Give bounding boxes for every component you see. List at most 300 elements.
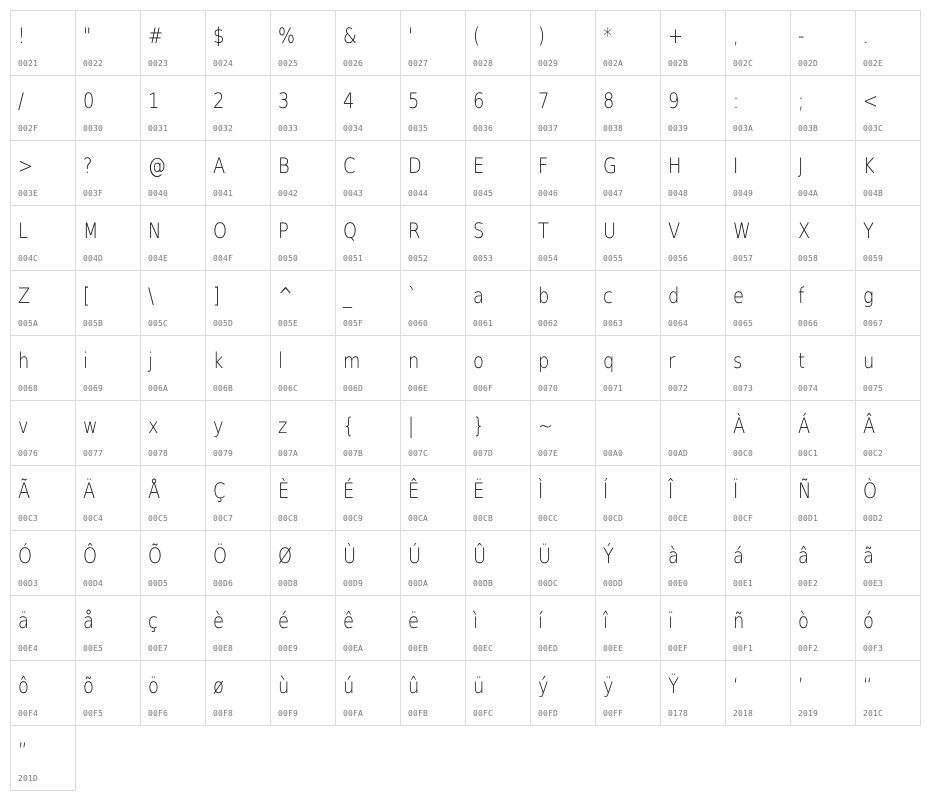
glyph-cell xyxy=(400,140,466,206)
glyph-codepoint: 00C3 xyxy=(18,514,39,523)
glyph-character: å xyxy=(83,609,94,633)
glyph-cell xyxy=(75,465,141,531)
glyph-codepoint: 0035 xyxy=(408,124,429,133)
glyph-cell xyxy=(660,530,726,596)
glyph-cell xyxy=(660,270,726,336)
glyph-codepoint: 0023 xyxy=(148,59,169,68)
glyph-cell xyxy=(400,465,466,531)
glyph-character: À xyxy=(733,414,746,438)
glyph-codepoint: 007A xyxy=(278,449,299,458)
glyph-character: . xyxy=(863,24,869,48)
glyph-character: É xyxy=(343,479,355,503)
glyph-character: Ù xyxy=(343,544,357,568)
glyph-cell xyxy=(140,595,206,661)
glyph-codepoint: 0043 xyxy=(343,189,364,198)
glyph-codepoint: 0077 xyxy=(83,449,104,458)
glyph-cell xyxy=(75,335,141,401)
glyph-character: ö xyxy=(148,674,159,698)
glyph-codepoint: 0066 xyxy=(798,319,819,328)
glyph-character: e xyxy=(733,284,744,308)
glyph-character: / xyxy=(18,89,25,113)
glyph-character: Á xyxy=(798,414,811,438)
glyph-codepoint: 0054 xyxy=(538,254,559,263)
glyph-character: ) xyxy=(538,24,545,48)
glyph-cell xyxy=(725,595,791,661)
glyph-codepoint: 0037 xyxy=(538,124,559,133)
glyph-character: Ä xyxy=(83,479,96,503)
glyph-cell xyxy=(790,465,856,531)
glyph-cell xyxy=(595,75,661,141)
glyph-codepoint: 00E1 xyxy=(733,579,754,588)
glyph-character: ' xyxy=(408,24,413,48)
glyph-character: T xyxy=(538,219,549,243)
glyph-cell xyxy=(10,270,76,336)
glyph-codepoint: 006E xyxy=(408,384,429,393)
glyph-codepoint: 00FB xyxy=(408,709,429,718)
glyph-codepoint: 00FC xyxy=(473,709,494,718)
glyph-codepoint: 0029 xyxy=(538,59,559,68)
glyph-cell xyxy=(205,75,271,141)
glyph-cell xyxy=(140,335,206,401)
glyph-character: ` xyxy=(408,284,417,308)
glyph-cell xyxy=(400,205,466,271)
glyph-character: ç xyxy=(148,609,158,633)
glyph-character: f xyxy=(798,284,805,308)
glyph-codepoint: 00F5 xyxy=(83,709,104,718)
glyph-cell xyxy=(140,75,206,141)
glyph-codepoint: 00F1 xyxy=(733,644,754,653)
glyph-cell xyxy=(270,465,336,531)
glyph-character: û xyxy=(408,674,420,698)
glyph-character: â xyxy=(798,544,809,568)
glyph-codepoint: 00C4 xyxy=(83,514,104,523)
glyph-cell xyxy=(595,205,661,271)
glyph-character: ï xyxy=(668,609,673,633)
glyph-codepoint: 006B xyxy=(213,384,234,393)
glyph-codepoint: 00FA xyxy=(343,709,364,718)
glyph-character: “ xyxy=(863,674,873,698)
glyph-cell xyxy=(270,400,336,466)
glyph-codepoint: 00D9 xyxy=(343,579,364,588)
glyph-cell xyxy=(790,400,856,466)
glyph-codepoint: 00C8 xyxy=(278,514,299,523)
glyph-codepoint: 00CB xyxy=(473,514,494,523)
glyph-codepoint: 0062 xyxy=(538,319,559,328)
glyph-cell xyxy=(790,10,856,76)
glyph-character: : xyxy=(733,89,740,113)
glyph-character: w xyxy=(83,414,98,438)
glyph-character: @ xyxy=(148,154,166,178)
glyph-codepoint: 0033 xyxy=(278,124,299,133)
glyph-character: ú xyxy=(343,674,355,698)
glyph-codepoint: 00DB xyxy=(473,579,494,588)
glyph-codepoint: 0072 xyxy=(668,384,689,393)
glyph-codepoint: 003A xyxy=(733,124,754,133)
glyph-codepoint: 00C5 xyxy=(148,514,169,523)
glyph-cell xyxy=(140,10,206,76)
glyph-codepoint: 00EF xyxy=(668,644,689,653)
glyph-codepoint: 0052 xyxy=(408,254,429,263)
glyph-cell xyxy=(465,75,531,141)
glyph-cell xyxy=(400,270,466,336)
glyph-cell xyxy=(530,75,596,141)
glyph-codepoint: 00C2 xyxy=(863,449,884,458)
glyph-character: Q xyxy=(343,219,358,243)
glyph-cell xyxy=(10,595,76,661)
glyph-character: } xyxy=(473,414,485,438)
glyph-codepoint: 0059 xyxy=(863,254,884,263)
glyph-cell xyxy=(465,205,531,271)
glyph-character: c xyxy=(603,284,613,308)
glyph-character: F xyxy=(538,154,549,178)
glyph-cell xyxy=(725,140,791,206)
glyph-codepoint: 0048 xyxy=(668,189,689,198)
glyph-character: R xyxy=(408,219,421,243)
glyph-codepoint: 0073 xyxy=(733,384,754,393)
glyph-character: & xyxy=(343,24,357,48)
glyph-codepoint: 00AD xyxy=(668,449,689,458)
glyph-codepoint: 005C xyxy=(148,319,169,328)
glyph-cell xyxy=(790,335,856,401)
glyph-codepoint: 00F9 xyxy=(278,709,299,718)
glyph-cell xyxy=(75,595,141,661)
glyph-cell xyxy=(10,140,76,206)
glyph-cell xyxy=(75,205,141,271)
glyph-codepoint: 0049 xyxy=(733,189,754,198)
glyph-cell xyxy=(10,465,76,531)
glyph-grid xyxy=(10,10,920,790)
glyph-codepoint: 00E5 xyxy=(83,644,104,653)
glyph-cell xyxy=(140,465,206,531)
glyph-character: k xyxy=(213,349,224,373)
glyph-codepoint: 002C xyxy=(733,59,754,68)
glyph-cell xyxy=(10,75,76,141)
glyph-character: V xyxy=(668,219,681,243)
glyph-codepoint: 00E2 xyxy=(798,579,819,588)
glyph-character: W xyxy=(733,219,751,243)
glyph-cell xyxy=(270,530,336,596)
glyph-cell xyxy=(855,530,921,596)
glyph-cell xyxy=(205,205,271,271)
glyph-cell xyxy=(465,10,531,76)
glyph-cell xyxy=(270,140,336,206)
glyph-codepoint: 005F xyxy=(343,319,364,328)
glyph-cell xyxy=(75,660,141,726)
glyph-codepoint: 00F8 xyxy=(213,709,234,718)
glyph-cell xyxy=(400,75,466,141)
glyph-character: Õ xyxy=(148,544,163,568)
glyph-character: j xyxy=(148,349,153,373)
glyph-codepoint: 00EA xyxy=(343,644,364,653)
glyph-cell xyxy=(10,400,76,466)
glyph-cell xyxy=(75,75,141,141)
glyph-codepoint: 00ED xyxy=(538,644,559,653)
glyph-codepoint: 0039 xyxy=(668,124,689,133)
glyph-codepoint: 00E9 xyxy=(278,644,299,653)
glyph-cell xyxy=(855,10,921,76)
glyph-codepoint: 0038 xyxy=(603,124,624,133)
glyph-character: [ xyxy=(83,284,90,308)
glyph-codepoint: 002D xyxy=(798,59,819,68)
glyph-codepoint: 0046 xyxy=(538,189,559,198)
glyph-cell xyxy=(10,205,76,271)
glyph-character: ý xyxy=(538,674,549,698)
glyph-character: t xyxy=(798,349,805,373)
glyph-codepoint: 0034 xyxy=(343,124,364,133)
glyph-cell xyxy=(790,530,856,596)
glyph-cell xyxy=(335,335,401,401)
glyph-cell xyxy=(75,10,141,76)
glyph-codepoint: 006A xyxy=(148,384,169,393)
glyph-character: , xyxy=(733,24,739,48)
glyph-codepoint: 00E8 xyxy=(213,644,234,653)
glyph-codepoint: 00CC xyxy=(538,514,559,523)
glyph-character: ! xyxy=(18,24,26,48)
glyph-cell xyxy=(660,595,726,661)
glyph-codepoint: 002F xyxy=(18,124,39,133)
glyph-character: p xyxy=(538,349,550,373)
glyph-character: n xyxy=(408,349,420,373)
glyph-cell xyxy=(205,335,271,401)
glyph-cell xyxy=(595,10,661,76)
glyph-codepoint: 0065 xyxy=(733,319,754,328)
glyph-cell xyxy=(335,140,401,206)
glyph-cell xyxy=(725,335,791,401)
glyph-cell xyxy=(725,10,791,76)
glyph-character: h xyxy=(18,349,30,373)
glyph-codepoint: 00C1 xyxy=(798,449,819,458)
glyph-codepoint: 00E3 xyxy=(863,579,884,588)
glyph-cell xyxy=(855,75,921,141)
glyph-character: * xyxy=(603,24,612,48)
glyph-codepoint: 004B xyxy=(863,189,884,198)
glyph-cell xyxy=(140,400,206,466)
glyph-cell xyxy=(660,10,726,76)
glyph-cell xyxy=(75,140,141,206)
glyph-codepoint: 002A xyxy=(603,59,624,68)
glyph-character: i xyxy=(83,349,88,373)
glyph-character: õ xyxy=(83,674,94,698)
glyph-cell xyxy=(400,335,466,401)
glyph-codepoint: 007C xyxy=(408,449,429,458)
glyph-character: Î xyxy=(668,479,674,503)
glyph-codepoint: 00D2 xyxy=(863,514,884,523)
glyph-cell xyxy=(205,140,271,206)
glyph-character: Ñ xyxy=(798,479,812,503)
glyph-character: l xyxy=(278,349,283,373)
glyph-cell xyxy=(660,75,726,141)
glyph-codepoint: 201D xyxy=(18,774,39,783)
glyph-character: è xyxy=(213,609,224,633)
glyph-cell xyxy=(465,660,531,726)
glyph-cell xyxy=(790,75,856,141)
glyph-codepoint: 0058 xyxy=(798,254,819,263)
glyph-codepoint: 0078 xyxy=(148,449,169,458)
glyph-character: 4 xyxy=(343,89,355,113)
glyph-character: U xyxy=(603,219,617,243)
glyph-codepoint: 00D6 xyxy=(213,579,234,588)
glyph-character: S xyxy=(473,219,485,243)
glyph-codepoint: 004E xyxy=(148,254,169,263)
glyph-cell xyxy=(855,140,921,206)
glyph-codepoint: 004D xyxy=(83,254,104,263)
glyph-cell xyxy=(530,140,596,206)
glyph-codepoint: 0056 xyxy=(668,254,689,263)
glyph-cell xyxy=(465,270,531,336)
glyph-codepoint: 00E4 xyxy=(18,644,39,653)
glyph-cell xyxy=(465,335,531,401)
glyph-codepoint: 00C0 xyxy=(733,449,754,458)
glyph-cell xyxy=(205,660,271,726)
glyph-codepoint: 0045 xyxy=(473,189,494,198)
glyph-cell xyxy=(205,465,271,531)
glyph-character: m xyxy=(343,349,361,373)
glyph-cell xyxy=(335,465,401,531)
glyph-codepoint: 0060 xyxy=(408,319,429,328)
glyph-codepoint: 005A xyxy=(18,319,39,328)
glyph-cell xyxy=(75,270,141,336)
glyph-codepoint: 00DA xyxy=(408,579,429,588)
glyph-cell xyxy=(595,140,661,206)
glyph-codepoint: 003E xyxy=(18,189,39,198)
glyph-codepoint: 004A xyxy=(798,189,819,198)
glyph-codepoint: 0036 xyxy=(473,124,494,133)
glyph-character: A xyxy=(213,154,226,178)
glyph-character: \ xyxy=(148,284,155,308)
glyph-cell xyxy=(335,75,401,141)
glyph-codepoint: 0075 xyxy=(863,384,884,393)
glyph-cell xyxy=(400,660,466,726)
glyph-codepoint: 0069 xyxy=(83,384,104,393)
glyph-codepoint: 0030 xyxy=(83,124,104,133)
glyph-character: # xyxy=(148,24,163,48)
glyph-codepoint: 0074 xyxy=(798,384,819,393)
glyph-cell xyxy=(530,465,596,531)
glyph-character: Ï xyxy=(733,479,739,503)
glyph-cell xyxy=(205,595,271,661)
glyph-character: Â xyxy=(863,414,876,438)
glyph-codepoint: 0063 xyxy=(603,319,624,328)
glyph-codepoint: 00DC xyxy=(538,579,559,588)
glyph-codepoint: 00F2 xyxy=(798,644,819,653)
glyph-character: ; xyxy=(798,89,805,113)
glyph-character: 2 xyxy=(213,89,225,113)
glyph-codepoint: 0028 xyxy=(473,59,494,68)
glyph-character: D xyxy=(408,154,422,178)
glyph-cell xyxy=(10,725,76,791)
glyph-character: G xyxy=(603,154,617,178)
glyph-cell xyxy=(530,660,596,726)
glyph-cell xyxy=(595,270,661,336)
glyph-character: g xyxy=(863,284,874,308)
glyph-character: H xyxy=(668,154,682,178)
glyph-cell xyxy=(660,400,726,466)
glyph-character: Ç xyxy=(213,479,226,503)
glyph-codepoint: 00D8 xyxy=(278,579,299,588)
glyph-cell xyxy=(140,205,206,271)
glyph-character: - xyxy=(798,24,805,48)
glyph-character: Ò xyxy=(863,479,878,503)
glyph-character: d xyxy=(668,284,680,308)
glyph-character: o xyxy=(473,349,484,373)
glyph-codepoint: 007D xyxy=(473,449,494,458)
glyph-character: a xyxy=(473,284,484,308)
glyph-character: ’ xyxy=(798,674,804,698)
glyph-cell xyxy=(595,595,661,661)
glyph-character: Ó xyxy=(18,544,33,568)
glyph-character: ò xyxy=(798,609,809,633)
glyph-codepoint: 00E7 xyxy=(148,644,169,653)
glyph-cell xyxy=(725,660,791,726)
glyph-cell xyxy=(270,660,336,726)
glyph-character: Ö xyxy=(213,544,228,568)
glyph-character: ? xyxy=(83,154,93,178)
glyph-codepoint: 00FD xyxy=(538,709,559,718)
glyph-cell xyxy=(725,270,791,336)
glyph-character: _ xyxy=(343,284,352,308)
glyph-codepoint: 00CD xyxy=(603,514,624,523)
glyph-codepoint: 0040 xyxy=(148,189,169,198)
glyph-codepoint: 00CF xyxy=(733,514,754,523)
glyph-cell xyxy=(75,400,141,466)
glyph-cell xyxy=(595,465,661,531)
glyph-character: " xyxy=(83,24,92,48)
glyph-character: 8 xyxy=(603,89,615,113)
glyph-cell xyxy=(335,400,401,466)
glyph-cell xyxy=(465,140,531,206)
glyph-cell xyxy=(205,10,271,76)
glyph-codepoint: 0057 xyxy=(733,254,754,263)
glyph-codepoint: 0076 xyxy=(18,449,39,458)
glyph-character: ã xyxy=(863,544,874,568)
glyph-cell xyxy=(335,595,401,661)
glyph-character: Í xyxy=(603,479,609,503)
glyph-codepoint: 0055 xyxy=(603,254,624,263)
glyph-codepoint: 0025 xyxy=(278,59,299,68)
glyph-cell xyxy=(725,530,791,596)
glyph-character: Ì xyxy=(538,479,544,503)
glyph-codepoint: 00D5 xyxy=(148,579,169,588)
glyph-character: q xyxy=(603,349,615,373)
glyph-codepoint: 0022 xyxy=(83,59,104,68)
glyph-cell xyxy=(855,465,921,531)
glyph-character: > xyxy=(18,154,33,178)
glyph-cell xyxy=(400,530,466,596)
glyph-codepoint: 00C7 xyxy=(213,514,234,523)
glyph-cell xyxy=(725,205,791,271)
glyph-codepoint: 00E0 xyxy=(668,579,689,588)
glyph-character: { xyxy=(343,414,355,438)
glyph-codepoint: 0031 xyxy=(148,124,169,133)
glyph-character: Û xyxy=(473,544,487,568)
glyph-codepoint: 0044 xyxy=(408,189,429,198)
glyph-character: % xyxy=(278,24,295,48)
glyph-cell xyxy=(530,270,596,336)
glyph-cell xyxy=(725,75,791,141)
glyph-character: ” xyxy=(18,739,28,763)
glyph-codepoint: 0079 xyxy=(213,449,234,458)
glyph-character: 0 xyxy=(83,89,95,113)
glyph-cell xyxy=(140,660,206,726)
glyph-codepoint: 0053 xyxy=(473,254,494,263)
glyph-character: Ú xyxy=(408,544,422,568)
glyph-cell xyxy=(270,335,336,401)
glyph-codepoint: 003B xyxy=(798,124,819,133)
glyph-codepoint: 006D xyxy=(343,384,364,393)
glyph-character: Ô xyxy=(83,544,98,568)
glyph-cell xyxy=(660,205,726,271)
glyph-character: Ë xyxy=(473,479,485,503)
